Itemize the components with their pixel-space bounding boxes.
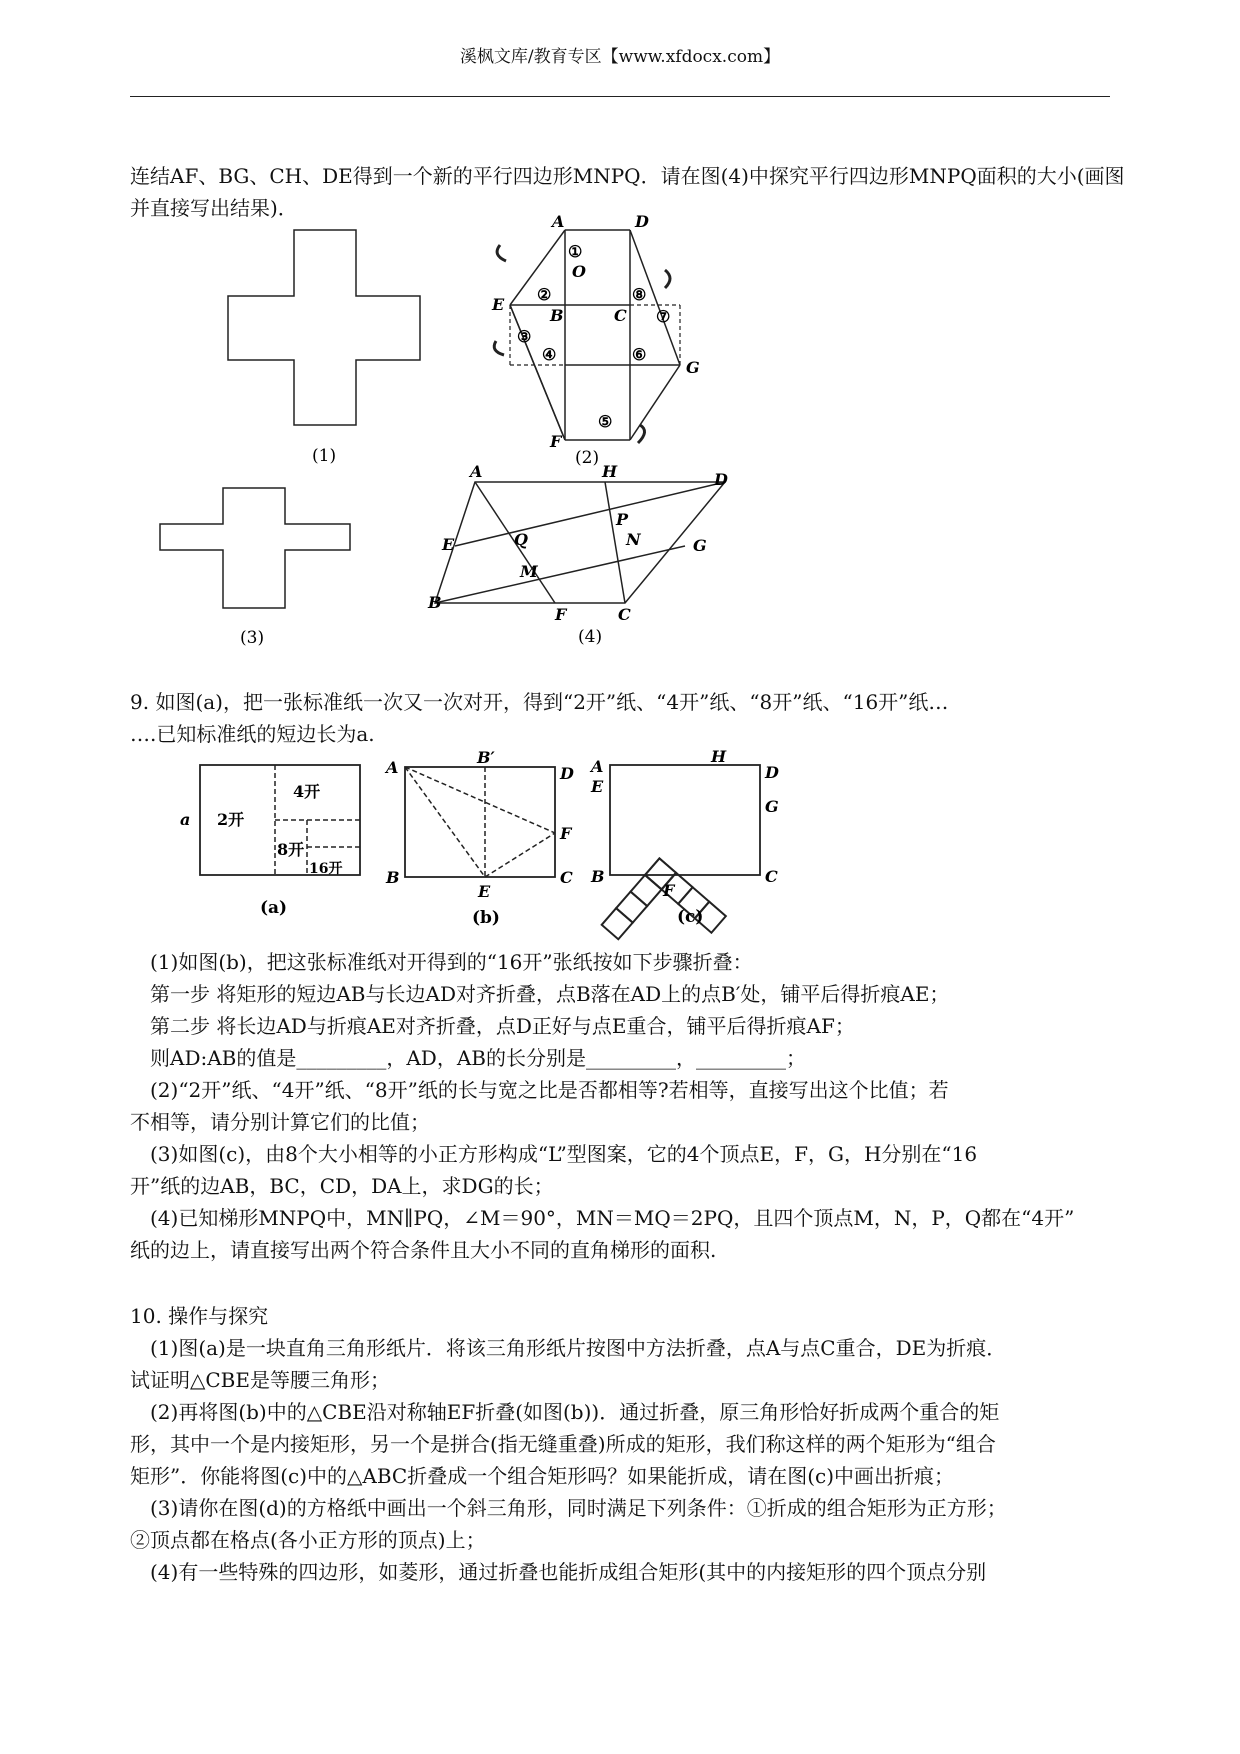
q9-part3-line1: (3)如图(c)，由8个大小相等的小正方形构成“L”型图案，它的4个顶点E，F，G，H分别在“16 (150, 1142, 978, 1166)
q9-part2-line2: 不相等，请分别计算它们的比值； (130, 1110, 430, 1134)
fb-label-a: A (386, 758, 399, 777)
fc-label-g: G (765, 797, 779, 816)
figure-3-caption: (3) (240, 628, 265, 648)
f2-num-5: ⑤ (598, 412, 613, 431)
figure-3-net (155, 480, 405, 650)
f2-label-d: D (635, 212, 649, 231)
q10-part4-line1: (4)有一些特殊的四边形，如菱形，通过折叠也能折成组合矩形(其中的内接矩形的四个顶点分别 (150, 1560, 987, 1584)
fa-label-16k: 16开 (309, 861, 343, 877)
q10-part1-line1: (1)图(a)是一块直角三角形纸片．将该三角形纸片按图中方法折叠，点A与点C重合，DE为折痕． (150, 1336, 1007, 1360)
f2-fold-arrow-1 (497, 245, 506, 261)
f2-num-7: ⑦ (656, 307, 671, 326)
fb-label-d: D (560, 764, 574, 783)
figure-c-caption: (c) (677, 907, 704, 927)
header-text: 溪枫文库/教育专区【www.xfdocx.com】 (459, 47, 781, 67)
q9-part4-line2: 纸的边上，请直接写出两个符合条件且大小不同的直角梯形的面积. (130, 1238, 717, 1262)
f2-label-b: B (550, 306, 564, 325)
figure-2-caption: (2) (575, 448, 600, 468)
fc-label-d: D (765, 763, 779, 782)
figure-b-caption: (b) (472, 908, 500, 928)
f4-label-q: Q (514, 530, 528, 549)
fa-label-a: a (180, 810, 191, 829)
figure-c-l-shape (585, 747, 785, 930)
f2-label-a: A (552, 212, 565, 231)
f4-label-b: B (428, 593, 442, 612)
f4-label-m: M (520, 562, 538, 581)
f2-num-8: ⑧ (632, 285, 647, 304)
figure-a-paper-halving (175, 755, 370, 920)
q9-part3-line2: 开”纸的边AB，BC，CD，DA上，求DG的长； (130, 1174, 554, 1198)
fb-label-f: F (560, 824, 572, 843)
f4-label-p: P (616, 510, 629, 529)
f4-label-c: C (618, 605, 631, 624)
fc-label-a: A (591, 757, 604, 776)
q9-part4-line1: (4)已知梯形MNPQ中，MN∥PQ，∠M＝90°，MN＝MQ＝2PQ，且四个顶点M，N，P，Q都在“4开” (150, 1206, 1075, 1230)
f4-label-f: F (555, 605, 567, 624)
f2-label-f: F (550, 432, 562, 451)
q10-part1-line2: 试证明△CBE是等腰三角形； (130, 1368, 390, 1392)
figure-1-cross-net (200, 225, 440, 465)
fa-label-8k: 8开 (277, 840, 305, 859)
f2-label-g: G (686, 358, 700, 377)
f2-label-o: O (572, 262, 586, 281)
fc-label-c: C (765, 867, 778, 886)
f2-num-6: ⑥ (632, 345, 647, 364)
q9-part1-line1: (1)如图(b)，把这张标准纸对开得到的“16开”张纸按如下步骤折叠： (150, 950, 753, 974)
fc-label-f: F (663, 881, 675, 900)
q9-part1-step1: 第一步 将矩形的短边AB与长边AD对齐折叠，点B落在AD上的点B′处，铺平后得折痕AE； (150, 982, 950, 1006)
figure-b-fold (380, 748, 580, 930)
f4-label-g: G (693, 536, 707, 555)
q8-line1: 连结AF、BG、CH、DE得到一个新的平行四边形MNPQ．请在图(4)中探究平行四边形MNPQ面积的大小(画图 (130, 164, 1125, 188)
f2-num-3: ③ (517, 327, 532, 346)
fa-label-2k: 2开 (217, 810, 245, 829)
q10-part3-line1: (3)请你在图(d)的方格纸中画出一个斜三角形，同时满足下列条件：①折成的组合矩形为正方形； (150, 1496, 1007, 1520)
f2-num-2: ② (537, 285, 552, 304)
fb-label-bprime: B′ (477, 748, 495, 767)
f4-label-a: A (470, 462, 483, 481)
figure-2-fold-diagram (480, 212, 710, 468)
figure-a-caption: (a) (260, 898, 288, 918)
q9-intro-line2: ….已知标准纸的短边长为a. (130, 722, 375, 746)
fc-label-e: E (591, 777, 604, 796)
f2-fold-arrow-3 (494, 341, 504, 355)
q10-part3-line2: ②顶点都在格点(各小正方形的顶点)上； (130, 1528, 486, 1552)
f2-num-4: ④ (542, 345, 557, 364)
page-header (130, 38, 1110, 97)
figure-4-caption: (4) (578, 627, 603, 647)
q10-part2-line1: (2)再将图(b)中的△CBE沿对称轴EF折叠(如图(b))．通过折叠，原三角形恰好折成两个重合的矩 (150, 1400, 1000, 1424)
q9-intro-line1: 9. 如图(a)，把一张标准纸一次又一次对开，得到“2开”纸、“4开”纸、“8开”纸、“16开”纸… (130, 690, 949, 714)
fa-label-4k: 4开 (293, 782, 321, 801)
f2-label-e: E (492, 295, 505, 314)
q10-title: 10. 操作与探究 (130, 1304, 269, 1328)
q10-part2-line3: 矩形”．你能将图(c)中的△ABC折叠成一个组合矩形吗？如果能折成，请在图(c)中画出折痕； (130, 1464, 955, 1488)
figure-4-parallelogram (428, 462, 730, 650)
f4-label-h: H (602, 462, 618, 481)
f2-fold-arrow-2 (665, 270, 670, 288)
f2-num-1: ① (568, 242, 583, 261)
f2-label-c: C (614, 306, 627, 325)
q8-line2: 并直接写出结果)． (130, 196, 298, 220)
f4-label-n: N (626, 530, 641, 549)
fb-label-e: E (478, 882, 491, 901)
fb-label-c: C (560, 868, 573, 887)
fc-label-h: H (711, 747, 727, 766)
fc-label-b: B (591, 867, 605, 886)
f4-label-d: D (714, 470, 728, 489)
q10-part2-line2: 形，其中一个是内接矩形，另一个是拼合(指无缝重叠)所成的矩形，我们称这样的两个矩形为“组合 (130, 1432, 996, 1456)
figure-1-caption: (1) (312, 446, 337, 466)
q9-part2-line1: (2)“2开”纸、“4开”纸、“8开”纸的长与宽之比是否都相等?若相等，直接写出这个比值；若 (150, 1078, 949, 1102)
q9-part1-step2: 第二步 将长边AD与折痕AE对齐折叠，点D正好与点E重合，铺平后得折痕AF； (150, 1014, 855, 1038)
q9-part1-answer: 则AD:AB的值是_________，AD，AB的长分别是_________，_________； (150, 1046, 806, 1070)
fb-label-b: B (386, 868, 400, 887)
f4-label-e: E (442, 535, 455, 554)
